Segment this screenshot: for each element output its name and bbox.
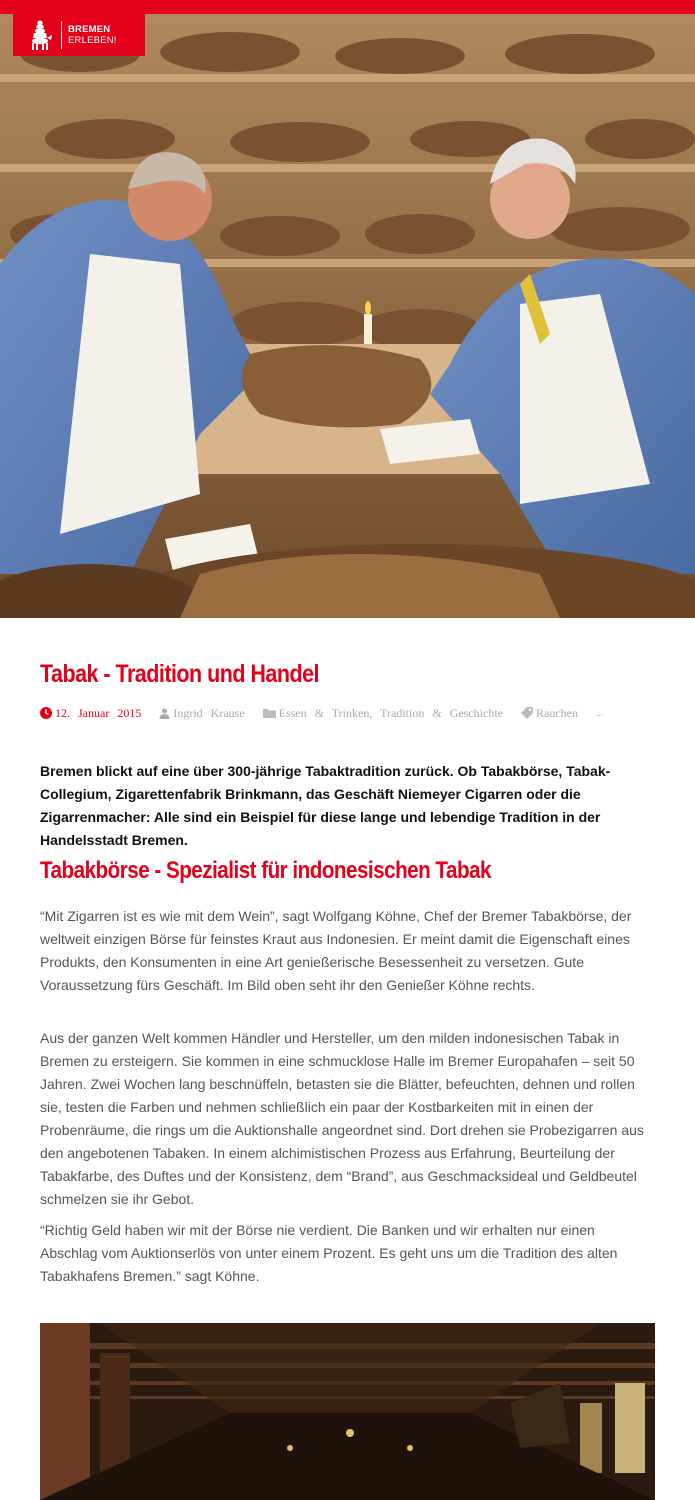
article-lead: Bremen blickt auf eine über 300-jährige Tabaktradition zurück. Ob Tabakbörse, Tabak-Collegium, Zigarettenfabrik Brinkmann, das Geschäft Niemeyer Cigarren oder die Zigarrenmacher: Alle sind ein Beispiel für diese lange und lebendige Tradition in der Handelsstadt Bremen. bbox=[40, 763, 611, 848]
logo-line2: ERLEBEN! bbox=[68, 35, 117, 46]
meta-more: ... bbox=[595, 708, 603, 718]
paragraph-2: Aus der ganzen Welt kommen Händler und Hersteller, um den milden indonesischen Tabak in Bremen zu ersteigern. Sie kommen in eine schmucklose Halle im Bremer Europahafen – seit 50 Jahren. Zwei Wochen lang beschnüffeln, betasten sie die Blätter, befeuchten, dehnen und rollen sie, testen die Farben und nehmen schließlich ein paar der Kostbarkeiten mit in einen der Probenräume, die rings um die Auktionshalle angeordnet sind. Dort drehen sie Probezigarren aus den angebotenen Tabaken. In einem alchimistischen Prozess aus Erfahrung, Beurteilung der Tabakfarbe, des Duftes und der Konsistenz, dem “Brand”, aus Geschmacksideal und Geldbeutel schmelzen sie ihr Gebot. bbox=[40, 1030, 644, 1207]
clock-icon bbox=[40, 707, 52, 719]
town-musicians-icon bbox=[23, 18, 57, 52]
meta-date-text: 12. Januar 2015 bbox=[55, 705, 142, 720]
article-meta bbox=[40, 705, 621, 721]
tag-icon bbox=[521, 707, 533, 719]
section-title: Tabakbörse - Spezialist für indonesischen Tabak bbox=[40, 857, 491, 884]
bremen-erleben-logo[interactable] bbox=[13, 14, 145, 56]
meta-categories-text: Essen & Trinken, Tradition & Geschichte bbox=[278, 705, 503, 720]
user-icon bbox=[159, 708, 170, 719]
top-bar bbox=[0, 0, 695, 14]
second-image bbox=[40, 1323, 655, 1500]
article-title: Tabak - Tradition und Handel bbox=[40, 660, 320, 688]
logo-text bbox=[68, 24, 117, 46]
hero-image bbox=[0, 14, 695, 618]
logo-divider bbox=[61, 21, 62, 49]
paragraph-3: “Richtig Geld haben wir mit der Börse nie verdient. Die Banken und wir erhalten nur einen Abschlag vom Auktionserlös von unter einem Prozent. Es geht uns um die Tradition des alten Tabakhafens Bremen.” sagt Köhne. bbox=[40, 1222, 618, 1284]
logo-line1: BREMEN bbox=[68, 24, 111, 35]
meta-author[interactable] bbox=[159, 706, 244, 721]
hall-interior-photo bbox=[40, 1323, 655, 1500]
meta-tag-text: Rauchen bbox=[535, 705, 578, 720]
folder-icon bbox=[263, 708, 276, 718]
tobacco-traders-photo bbox=[0, 14, 695, 618]
meta-date bbox=[40, 706, 141, 721]
meta-categories[interactable] bbox=[263, 706, 503, 721]
meta-tag[interactable] bbox=[521, 706, 578, 721]
meta-author-text: Ingrid Krause bbox=[173, 705, 245, 720]
paragraph-1: “Mit Zigarren ist es wie mit dem Wein”, sagt Wolfgang Köhne, Chef der Bremer Tabakbörse, der weltweit einzigen Börse für feinstes Kraut aus Indonesien. Er meint damit die Eigenschaft eines Produkts, den Konsumenten in eine Art genießerische Besessenheit zu versetzen. Gute Voraussetzung fürs Geschäft. Im Bild oben seht ihr den Genießer Köhne rechts. bbox=[40, 908, 632, 993]
